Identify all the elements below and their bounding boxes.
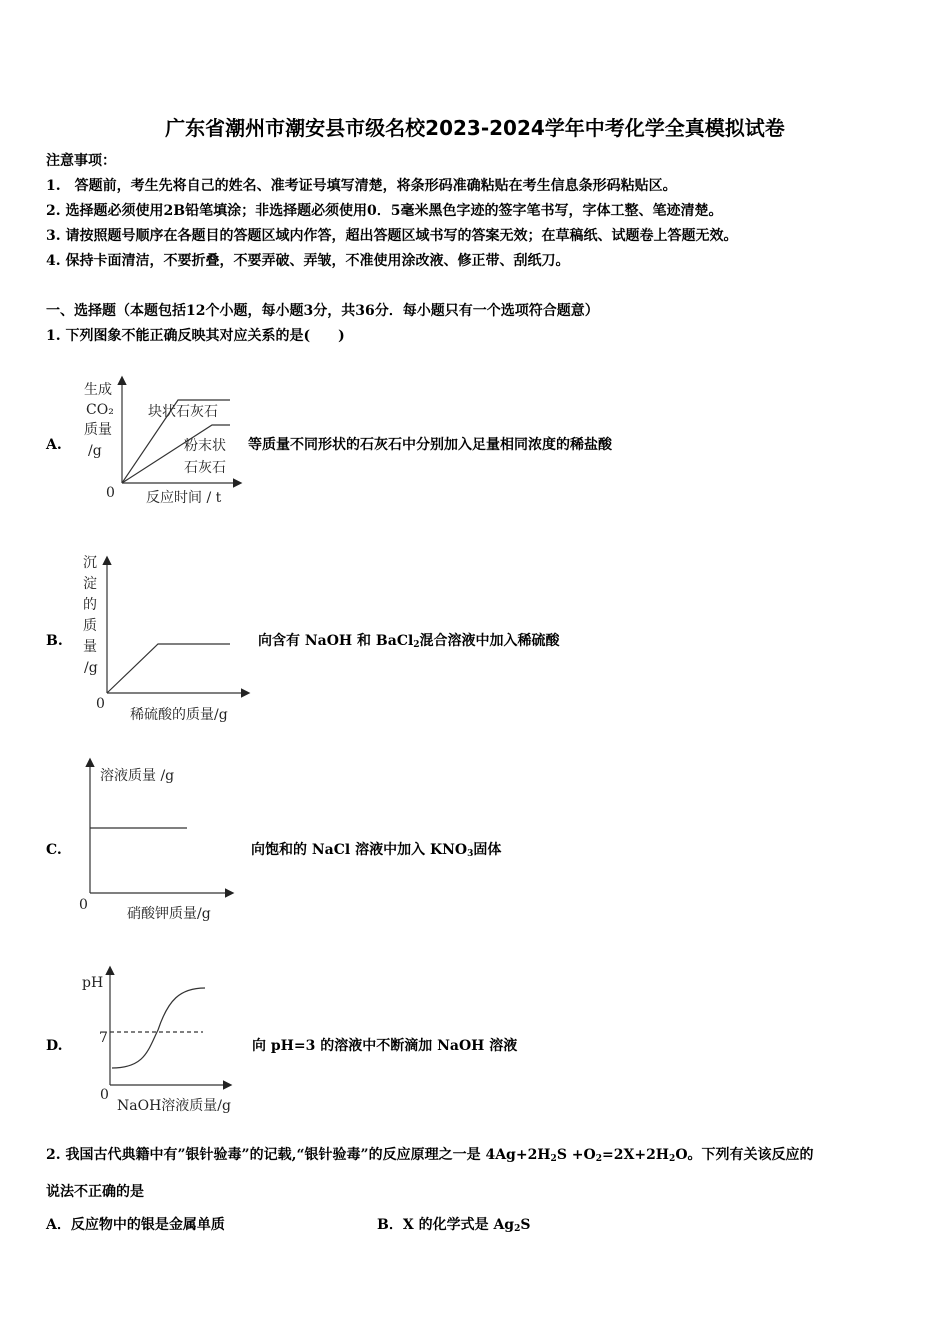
origin-label: 0 bbox=[79, 897, 88, 913]
curve-label: 石灰石 bbox=[184, 460, 226, 476]
text: 2. 我国古代典籍中有”银针验毒”的记载,“银针验毒”的反应原理之一是 4Ag+2H bbox=[46, 1147, 551, 1163]
subscript: 2 bbox=[669, 1154, 676, 1164]
y-label: /g bbox=[88, 443, 102, 459]
note-item: 2. 选择题必须使用2B铅笔填涂；非选择题必须使用0．5毫米黑色字迹的签字笔书写，字体工整、笔迹清楚。 bbox=[46, 203, 723, 219]
option-b-label: B. bbox=[46, 633, 63, 649]
curve bbox=[112, 988, 205, 1068]
text: S bbox=[520, 1217, 531, 1233]
question-1-stem: 1. 下列图象不能正确反映其对应关系的是( ) bbox=[46, 328, 345, 344]
note-item: 4. 保持卡面清洁，不要折叠，不要弄破、弄皱，不准使用涂改液、修正带、刮纸刀。 bbox=[46, 253, 570, 269]
text: S +O bbox=[556, 1147, 596, 1163]
subscript: 3 bbox=[467, 849, 474, 859]
text: O。下列有关该反应的 bbox=[675, 1147, 814, 1163]
y-label: 淀 bbox=[83, 576, 97, 592]
curve-label: 粉末状 bbox=[184, 438, 226, 454]
y-label: 沉 bbox=[83, 555, 97, 571]
graph-d bbox=[110, 968, 230, 1085]
text: =2X+2H bbox=[602, 1147, 670, 1163]
subscript: 2 bbox=[514, 1224, 521, 1234]
y-label: 生成 bbox=[84, 382, 112, 398]
x-label: 稀硫酸的质量/g bbox=[130, 707, 228, 723]
text: 向含有 NaOH 和 BaCl bbox=[258, 633, 414, 649]
section-heading: 一、选择题（本题包括12个小题，每小题3分，共36分．每小题只有一个选项符合题意） bbox=[46, 303, 599, 319]
subscript: 2 bbox=[550, 1154, 557, 1164]
question-2-stem-line2: 说法不正确的是 bbox=[46, 1184, 144, 1200]
tick-label: 7 bbox=[99, 1030, 108, 1046]
note-item: 3. 请按照题号顺序在各题目的答题区域内作答，超出答题区域书写的答案无效；在草稿纸、试题卷上答题无效。 bbox=[46, 228, 738, 244]
text: B．X 的化学式是 Ag bbox=[377, 1217, 515, 1233]
origin-label: 0 bbox=[96, 696, 105, 712]
note-item: 1. 答题前，考生先将自己的姓名、准考证号填写清楚，将条形码准确粘贴在考生信息条形码粘贴区。 bbox=[46, 178, 677, 194]
y-label: 质 bbox=[83, 618, 97, 634]
y-label: 质量 bbox=[84, 422, 112, 438]
notes-heading: 注意事项： bbox=[46, 153, 116, 169]
y-label: CO₂ bbox=[86, 402, 114, 418]
option-d-label: D. bbox=[46, 1038, 63, 1054]
question-2-stem bbox=[46, 1146, 814, 1168]
x-label: 硝酸钾质量/g bbox=[127, 906, 211, 922]
page-title: 广东省潮州市潮安县市级名校2023-2024学年中考化学全真模拟试卷 bbox=[165, 116, 785, 140]
text: 混合溶液中加入稀硫酸 bbox=[419, 633, 560, 649]
origin-label: 0 bbox=[100, 1087, 109, 1103]
x-label: NaOH溶液质量/g bbox=[117, 1098, 231, 1114]
y-label: 的 bbox=[83, 597, 97, 613]
question-2-option-b bbox=[377, 1216, 531, 1238]
origin-label: 0 bbox=[106, 485, 115, 501]
graph-b bbox=[107, 558, 248, 693]
x-label: 反应时间 / t bbox=[146, 490, 222, 506]
curve bbox=[107, 644, 230, 693]
option-a-label: A. bbox=[46, 437, 62, 453]
subscript: 2 bbox=[595, 1154, 602, 1164]
subscript: 2 bbox=[413, 640, 420, 650]
text: 固体 bbox=[473, 842, 502, 858]
question-2-option-a: A．反应物中的银是金属单质 bbox=[46, 1217, 225, 1233]
option-c-label: C. bbox=[46, 842, 62, 858]
y-label: /g bbox=[84, 660, 98, 676]
y-label: 量 bbox=[83, 639, 97, 655]
option-a-text: 等质量不同形状的石灰石中分别加入足量相同浓度的稀盐酸 bbox=[248, 437, 612, 453]
y-label: pH bbox=[82, 975, 104, 991]
option-d-text: 向 pH=3 的溶液中不断滴加 NaOH 溶液 bbox=[252, 1038, 518, 1054]
y-label: 溶液质量 /g bbox=[100, 768, 175, 784]
text: 向饱和的 NaCl 溶液中加入 KNO bbox=[251, 842, 468, 858]
curve-label: 块状石灰石 bbox=[148, 404, 218, 420]
